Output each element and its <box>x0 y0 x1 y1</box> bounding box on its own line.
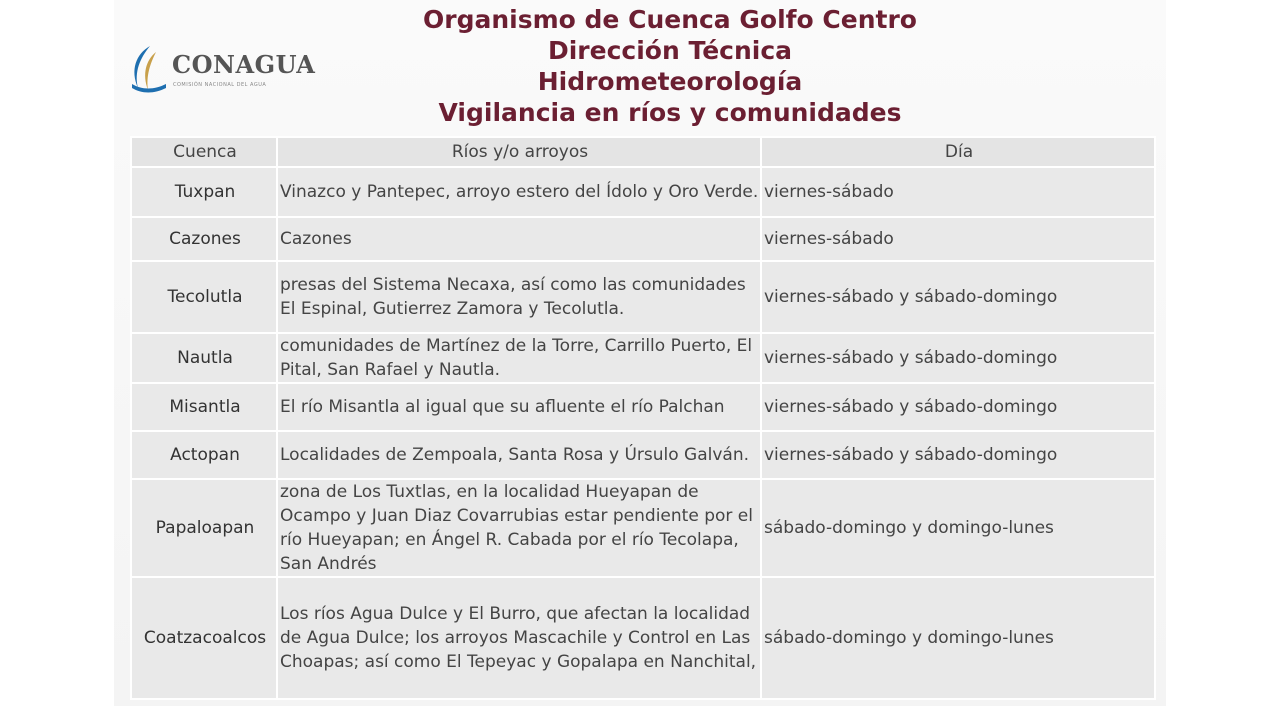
title-line-2: Dirección Técnica <box>547 36 793 65</box>
logo-subtitle: COMISIÓN NACIONAL DEL AGUA <box>173 82 267 88</box>
cell-dia: viernes-sábado y sábado-domingo <box>761 261 1155 333</box>
cell-rios: El río Misantla al igual que su afluente el río Palchan <box>277 383 761 431</box>
cell-cuenca: Papaloapan <box>131 479 277 577</box>
cell-dia: viernes-sábado y sábado-domingo <box>761 383 1155 431</box>
table-row <box>131 333 1155 383</box>
cell-cuenca: Tecolutla <box>131 261 277 333</box>
cell-dia: sábado-domingo y domingo-lunes <box>761 479 1155 577</box>
table-row <box>131 383 1155 431</box>
cell-cuenca: Actopan <box>131 431 277 479</box>
table-header-row <box>131 137 1155 167</box>
cell-rios: Cazones <box>277 217 761 261</box>
cell-dia: sábado-domingo y domingo-lunes <box>761 577 1155 699</box>
header-dia: Día <box>761 137 1155 167</box>
table-row <box>131 217 1155 261</box>
cell-rios: comunidades de Martínez de la Torre, Carrillo Puerto, El Pital, San Rafael y Nautla. <box>277 333 761 383</box>
page-title <box>360 4 980 128</box>
header-rios: Ríos y/o arroyos <box>277 137 761 167</box>
conagua-logo <box>128 44 328 96</box>
cell-cuenca: Coatzacoalcos <box>131 577 277 699</box>
table-row <box>131 167 1155 217</box>
cell-cuenca: Misantla <box>131 383 277 431</box>
cell-cuenca: Tuxpan <box>131 167 277 217</box>
table-row <box>131 261 1155 333</box>
cell-dia: viernes-sábado <box>761 167 1155 217</box>
title-line-3: Hidrometeorología <box>537 67 803 96</box>
title-line-1: Organismo de Cuenca Golfo Centro <box>423 5 917 34</box>
cell-cuenca: Nautla <box>131 333 277 383</box>
logo-wordmark: CONAGUA <box>172 50 316 79</box>
cell-dia: viernes-sábado y sábado-domingo <box>761 431 1155 479</box>
table-row <box>131 431 1155 479</box>
conagua-logo-icon <box>128 44 168 96</box>
cell-rios: zona de Los Tuxtlas, en la localidad Hueyapan de Ocampo y Juan Diaz Covarrubias estar pendiente por el río Hueyapan; en Ángel R. Cabada por el río Tecolapa, San Andrés <box>277 479 761 577</box>
vigilance-table <box>130 136 1156 700</box>
cell-dia: viernes-sábado <box>761 217 1155 261</box>
header-cuenca: Cuenca <box>131 137 277 167</box>
table-row <box>131 577 1155 699</box>
cell-rios: presas del Sistema Necaxa, así como las comunidades El Espinal, Gutierrez Zamora y Tecolutla. <box>277 261 761 333</box>
cell-dia: viernes-sábado y sábado-domingo <box>761 333 1155 383</box>
cell-rios: Localidades de Zempoala, Santa Rosa y Úrsulo Galván. <box>277 431 761 479</box>
cell-rios: Los ríos Agua Dulce y El Burro, que afectan la localidad de Agua Dulce; los arroyos Mascachile y Control en Las Choapas; así como El Tepeyac y Gopalapa en Nanchital, <box>277 577 761 699</box>
cell-cuenca: Cazones <box>131 217 277 261</box>
table-row <box>131 479 1155 577</box>
cell-rios: Vinazco y Pantepec, arroyo estero del Ídolo y Oro Verde. <box>277 167 761 217</box>
title-line-4: Vigilancia en ríos y comunidades <box>438 98 902 127</box>
